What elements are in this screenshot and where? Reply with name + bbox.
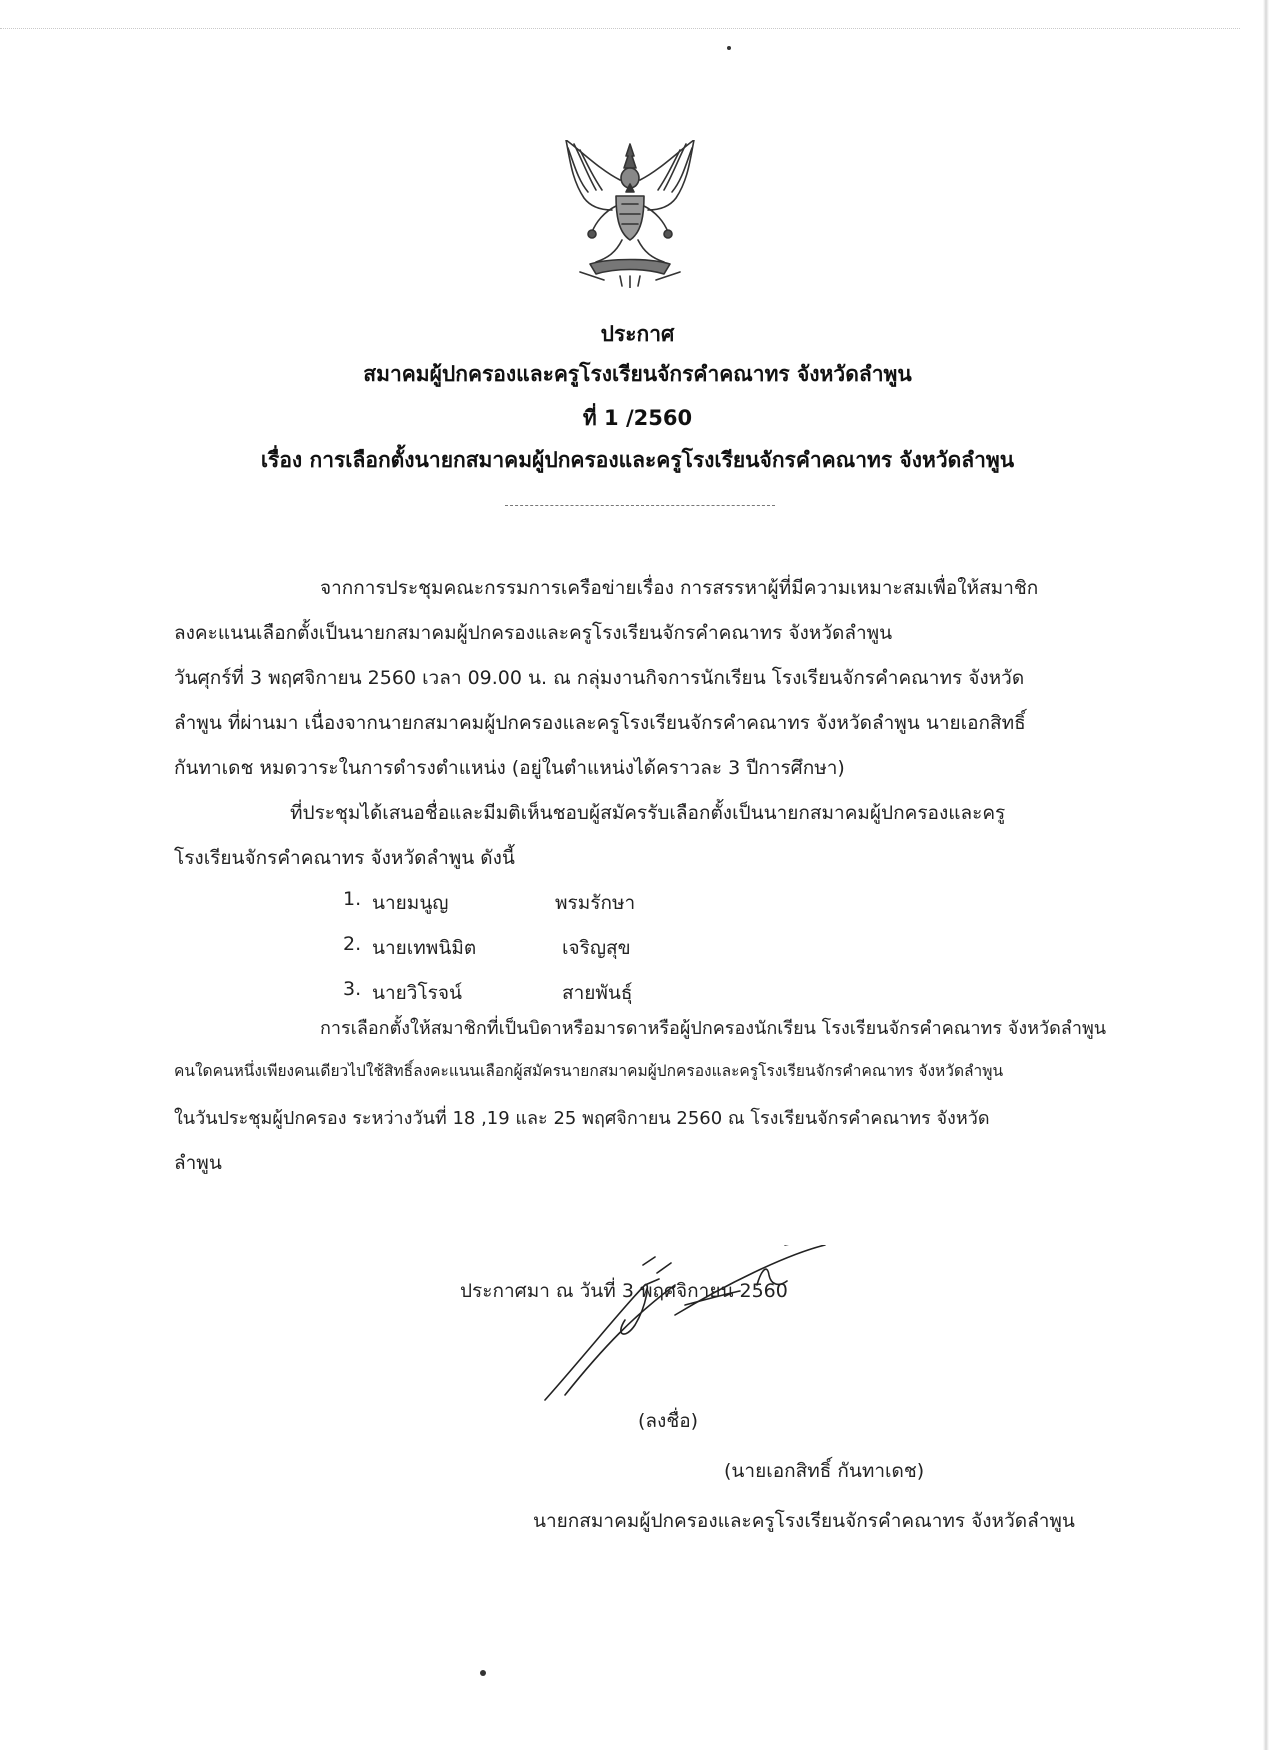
candidate-number: 3.: [343, 978, 362, 1000]
body-line: วันศุกร์ที่ 3 พฤศจิกายน 2560 เวลา 09.00 น. ณ กลุ่มงานกิจการนักเรียน โรงเรียนจักรคำคณาทร จังหวัด: [174, 667, 1025, 689]
body-line: ในวันประชุมผู้ปกครอง ระหว่างวันที่ 18 ,19 และ 25 พฤศจิกายน 2560 ณ โรงเรียนจักรคำคณาทร จังหวัด: [174, 1108, 990, 1129]
candidate-first-name: นายมนูญ: [372, 892, 449, 914]
candidate-last-name: พรมรักษา: [555, 892, 636, 914]
body-line: โรงเรียนจักรคำคณาทร จังหวัดลำพูน ดังนี้: [174, 847, 515, 869]
signer-name: (นายเอกสิทธิ์ กันทาเดช): [724, 1460, 925, 1482]
organization-name: สมาคมผู้ปกครองและครูโรงเรียนจักรคำคณาทร จังหวัดลำพูน: [363, 362, 912, 386]
scan-edge-right: [1263, 0, 1269, 1750]
scan-speck: [727, 46, 731, 50]
garuda-emblem-icon: [560, 140, 700, 288]
header-divider: [505, 505, 775, 506]
document-type: ประกาศ: [600, 322, 675, 346]
candidate-number: 2.: [343, 933, 362, 955]
candidate-last-name: เจริญสุข: [562, 937, 631, 959]
handwritten-signature: [525, 1245, 945, 1425]
candidate-number: 1.: [343, 888, 362, 910]
announcement-subject: เรื่อง การเลือกตั้งนายกสมาคมผู้ปกครองและครูโรงเรียนจักรคำคณาทร จังหวัดลำพูน: [260, 448, 1015, 472]
body-line: การเลือกตั้งให้สมาชิกที่เป็นบิดาหรือมารดาหรือผู้ปกครองนักเรียน โรงเรียนจักรคำคณาทร จังหวัดลำพูน: [320, 1018, 1107, 1039]
scan-edge-top: [0, 28, 1240, 29]
signature-label: (ลงชื่อ): [638, 1410, 699, 1432]
candidate-last-name: สายพันธุ์: [562, 982, 633, 1004]
candidate-first-name: นายวิโรจน์: [372, 982, 462, 1004]
candidate-first-name: นายเทพนิมิต: [372, 937, 477, 959]
body-line: จากการประชุมคณะกรรมการเครือข่ายเรื่อง การสรรหาผู้ที่มีความเหมาะสมเพื่อให้สมาชิก: [320, 577, 1039, 599]
body-line: ลงคะแนนเลือกตั้งเป็นนายกสมาคมผู้ปกครองและครูโรงเรียนจักรคำคณาทร จังหวัดลำพูน: [174, 622, 893, 644]
body-line: คนใดคนหนึ่งเพียงคนเดียวไปใช้สิทธิ์ลงคะแนนเลือกผู้สมัครนายกสมาคมผู้ปกครองและครูโรงเรียนจักรคำคณาทร จังหวัดลำพูน: [174, 1062, 1004, 1080]
body-line: ลำพูน ที่ผ่านมา เนื่องจากนายกสมาคมผู้ปกครองและครูโรงเรียนจักรคำคณาทร จังหวัดลำพูน นายเอกสิทธิ์: [174, 712, 1026, 734]
body-line: ลำพูน: [174, 1152, 222, 1174]
body-line: กันทาเดช หมดวาระในการดำรงตำแหน่ง (อยู่ในตำแหน่งได้คราวละ 3 ปีการศึกษา): [174, 757, 845, 779]
announcement-number: ที่ 1 /2560: [582, 406, 693, 430]
body-line: ที่ประชุมได้เสนอชื่อและมีมติเห็นชอบผู้สมัครรับเลือกตั้งเป็นนายกสมาคมผู้ปกครองและครู: [290, 802, 1006, 824]
announcement-date: ประกาศมา ณ วันที่ 3 พฤศจิกายน 2560: [460, 1280, 788, 1302]
signer-title: นายกสมาคมผู้ปกครองและครูโรงเรียนจักรคำคณาทร จังหวัดลำพูน: [533, 1510, 1075, 1532]
scan-speck: [480, 1670, 486, 1676]
